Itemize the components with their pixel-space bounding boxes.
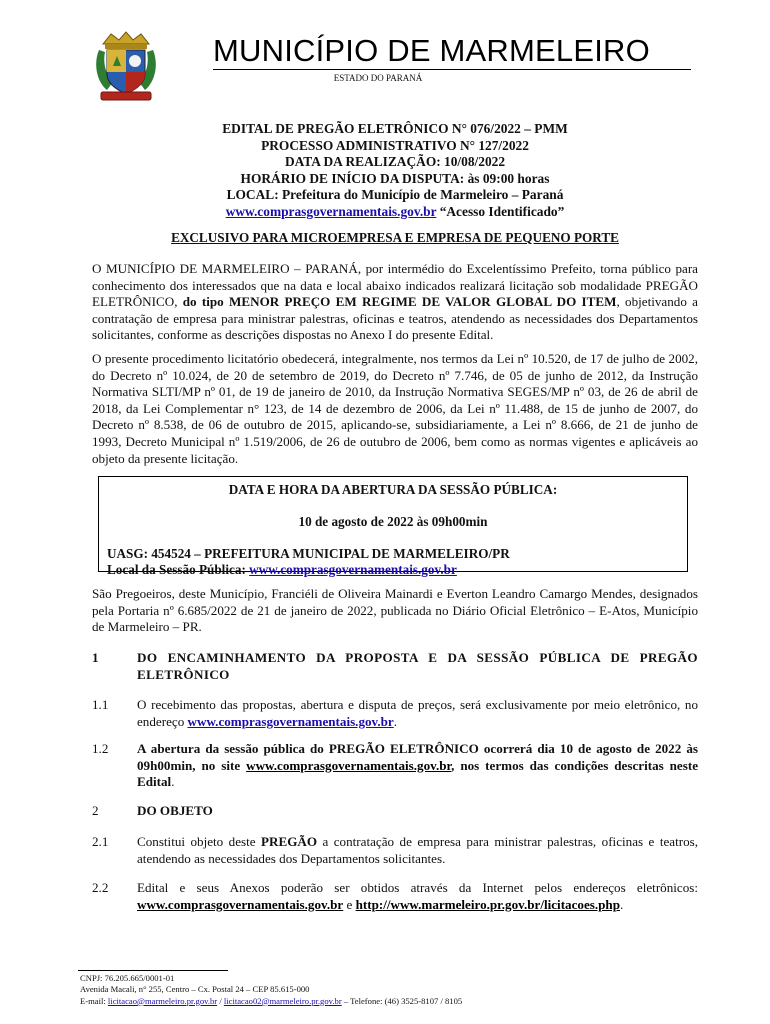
processo-number: PROCESSO ADMINISTRATIVO N° 127/2022 [261,137,529,153]
text-run: Constitui objeto deste [137,834,262,849]
text-run: a contratação de empresa para ministrar palestras, oficinas e teatros, atendendo as necessidades dos Departamentos solicitantes. [137,834,698,866]
clause-1-1 [92,697,698,730]
clause-text [137,834,698,867]
footer-cnpj: CNPJ: 76.205.665/0001-01 [80,973,175,983]
edital-heading [150,121,640,220]
clause-number: 1.1 [92,697,109,712]
email-link-2[interactable]: licitacao02@marmeleiro.pr.gov.br [223,995,342,1006]
email-link-1[interactable]: licitacao@marmeleiro.pr.gov.br [107,995,218,1006]
intro-paragraph [92,261,698,344]
municipality-title: MUNICÍPIO DE MARMELEIRO [213,33,650,68]
notice-title: DATA E HORA DA ABERTURA DA SESSÃO PÚBLICA: [228,482,558,497]
clause-number: 1.2 [92,741,109,756]
compras-link[interactable]: www.comprasgovernamentais.gov.br [225,203,437,219]
footer-contact [80,996,700,1007]
text-run: Edital e seus Anexos poderão ser obtidos através da Internet pelos endereços eletrônicos: [137,880,698,895]
session-notice-box [98,476,688,577]
title-rule [213,69,691,70]
text-run: O MUNICÍPIO DE MARMELEIRO – PARANÁ, por intermédio do Excelentíssimo Prefeito, torna público para conhecimento dos interessados que na data e local abaixo indicados realizará licitação sob modalidade PREGÃO ELETRÔNICO, [92,261,698,310]
footer-rule [78,970,228,971]
inline-link[interactable]: www.comprasgovernamentais.gov.br [137,896,344,912]
text-run: O recebimento das propostas, abertura e disputa de preços, será exclusivamente por meio eletrônico, no endereço [137,697,698,729]
clause-text [137,650,698,683]
clause-2-2 [92,880,698,913]
text-run: . [620,896,624,912]
notice-date: 10 de agosto de 2022 às 09h00min [298,514,488,529]
clause-text [137,697,698,730]
footer-phone: – Telefone: (46) 3525-8107 / 8105 [341,995,463,1006]
notice-uasg: UASG: 454524 – PREFEITURA MUNICIPAL DE MARMELEIRO/PR [107,546,510,561]
text-run: , nos termos das condições descritas neste Edital [137,757,699,790]
inline-link[interactable]: www.comprasgovernamentais.gov.br [187,713,394,729]
text-run: . [393,713,398,729]
site-line [150,204,640,221]
site-note: “Acesso Identificado” [436,203,565,219]
inline-link[interactable]: www.comprasgovernamentais.gov.br [246,757,452,773]
text-run: , objetivando a contratação de empresa para ministrar palestras, oficinas e teatros, atendendo as necessidades dos Departamentos solicitantes, conforme as descrições dispostas no Anexo I do presente Edital. [92,294,698,343]
footer-email-sep: / [217,995,224,1006]
clause-text [137,741,698,791]
text-run: O presente procedimento licitatório obedecerá, integralmente, nos termos da Lei nº 10.520, de 17 de julho de 2002, do Decreto nº 10.024, de 20 de setembro de 2019, do Decreto nº 7.746, de 05 de junho de 2012, da Instrução Normativa SLTI/MP nº 01, de 19 de janeiro de 2010, da Instrução Normativa SEGES/MP nº 03, de 26 de abril de 2018, da Lei Complementar n° 123, de 14 de dezembro de 2006, da Lei nº 11.488, de 15 de junho de 2007, do Decreto nº 8.538, de 06 de outubro de 2015, aplicando-se, subsidiariamente, a Lei nº 8.666, de 21 de junho de 1993, Decreto Municipal nº 1.519/2006, de 26 de outubro de 2006, bem como as normas vigentes e aplicáveis ao objeto da presente licitação. [92,351,698,466]
clause-number: 2.1 [92,834,109,849]
pregoeiros-paragraph [92,586,698,636]
state-subtitle: ESTADO DO PARANÁ [333,73,423,83]
text-run: PREGÃO [261,834,318,849]
coat-of-arms-icon [95,30,157,102]
clause-text [137,880,698,913]
clause-1 [92,650,698,683]
footer-email-label: E-mail: [80,995,108,1006]
edital-number: EDITAL DE PREGÃO ELETRÔNICO N° 076/2022 – PMM [222,121,568,136]
footer-address: Avenida Macali, n° 255, Centro – Cx. Postal 24 – CEP 85.615-000 [80,984,310,995]
text-run: DO OBJETO [137,803,213,818]
clause-2 [92,803,698,820]
notice-local [107,562,679,578]
text-run: . [171,774,175,790]
exclusive-heading: EXCLUSIVO PARA MICROEMPRESA E EMPRESA DE PEQUENO PORTE [171,230,619,245]
realization-date: DATA DA REALIZAÇÃO: 10/08/2022 [284,154,506,169]
text-run: São Pregoeiros, deste Município, Franciéli de Oliveira Mainardi e Everton Leandro Camargo Mendes, designados pela Portaria nº 6.685/2022 de 21 de janeiro de 2022, publicada no Diário Oficial Eletrônico – E-Atos, Município de Marmeleiro – PR. [92,586,698,635]
notice-compras-link[interactable]: www.comprasgovernamentais.gov.br [249,562,457,577]
dispute-time: HORÁRIO DE INÍCIO DA DISPUTA: às 09:00 horas [240,170,550,186]
footer [80,973,700,1007]
clause-number: 2 [92,803,99,818]
notice-local-label: Local da Sessão Pública: [107,562,250,577]
clause-text [137,803,698,820]
text-run: A abertura da sessão pública do PREGÃO ELETRÔNICO ocorrerá dia 10 de agosto de 2022 às 09h00min, no site [137,741,698,773]
legal-basis-paragraph [92,351,698,467]
clause-1-2 [92,741,698,791]
text-run: do tipo MENOR PREÇO EM REGIME DE VALOR GLOBAL DO ITEM [182,294,617,310]
inline-link[interactable]: http://www.marmeleiro.pr.gov.br/licitacoes.php [355,896,620,912]
text-run: e [343,896,356,912]
text-run: DO ENCAMINHAMENTO DA PROPOSTA E DA SESSÃO PÚBLICA DE PREGÃO ELETRÔNICO [137,650,698,682]
clause-number: 2.2 [92,880,109,895]
clause-number: 1 [92,650,99,665]
location: LOCAL: Prefeitura do Município de Marmeleiro – Paraná [226,187,564,202]
clause-2-1 [92,834,698,867]
